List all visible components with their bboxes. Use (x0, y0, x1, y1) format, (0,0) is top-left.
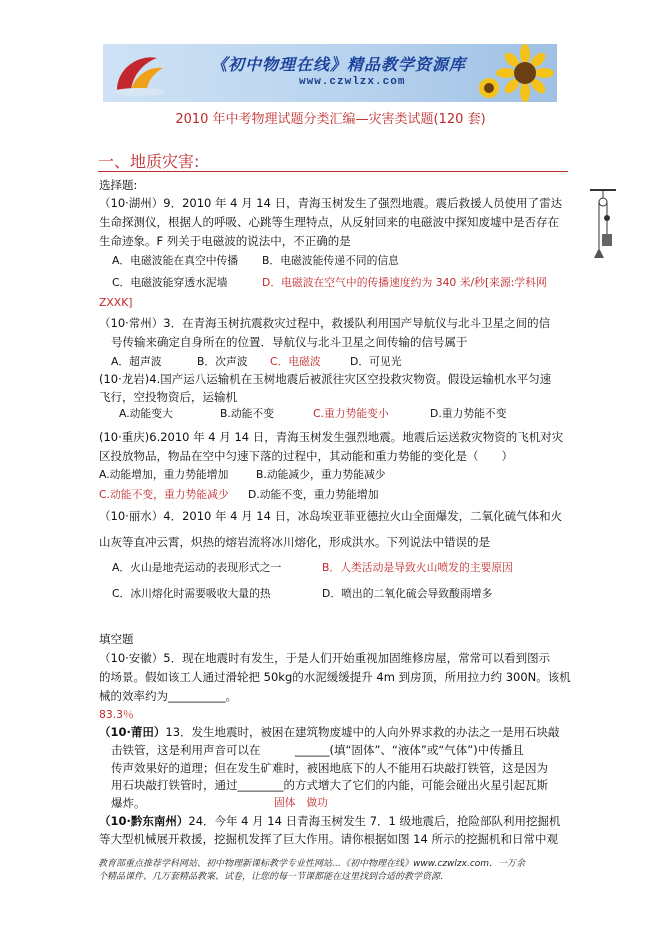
f3-line1: 24．今年 4 月 14 日青海玉树发生 7．1 级地震后，抢险部队利用挖掘机 (188, 814, 561, 828)
q1-line1: （10·湖州）9．2010 年 4 月 14 日，青海玉树发生了强烈地震。震后救援人员使用了雷达 (99, 196, 563, 210)
q1-option-a: A．电磁波能在真空中传播 (112, 254, 239, 267)
q1-line2: 生命探测仪，根据人的呼吸、心跳等生理特点，从反射回来的电磁波中探知废墟中是否存在 (99, 215, 559, 229)
q2-line1: （10·常州）3．在青海玉树抗震救灾过程中，救援队利用国产导航仪与北斗卫星之间的信 (99, 316, 551, 330)
q1-line3: 生命迹象。F 列关于电磁波的说法中，不正确的是 (99, 234, 351, 248)
site-logo-icon (109, 48, 169, 98)
q5-option-c: C．冰川熔化时需要吸收大量的热 (112, 587, 271, 600)
sunflower-icon (475, 44, 555, 102)
fill-subheading: 填空题 (99, 632, 134, 646)
f1-line1: （10·安徽）5．现在地震时有发生，于是人们开始重视加固维修房屋，常常可以看到图示 (99, 651, 551, 665)
banner-url: www.czwlzx.com (299, 76, 406, 88)
q4-line2: 区投放物品，物品在空中匀速下落的过程中，其动能和重力势能的变化是（ ） (99, 449, 513, 463)
document-title: 2010 年中考物理试题分类汇编—灾害类试题(120 套) (175, 112, 486, 127)
banner-title: 《初中物理在线》精品教学资源库 (211, 55, 467, 74)
f1-line2: 的场景。假如该工人通过滑轮把 50kg的水泥缓缓提升 4m 到房顶，所用拉力约 300N。该机 (99, 670, 571, 684)
q5-option-d: D．喷出的二氧化硫会导致酸雨增多 (322, 587, 493, 600)
f2-line2: 击铁管，这是利用声音可以在 ______(填“固体”、“液体”或“气体”)中传播且 (111, 743, 524, 757)
q4-option-c: C.动能不变，重力势能减少 (99, 488, 229, 501)
choice-subheading: 选择题: (99, 178, 138, 192)
q4-option-b: B.动能减少，重力势能减少 (256, 468, 386, 481)
f2-answer: 固体 做功 (274, 796, 328, 809)
q2-option-a: A．超声波 (111, 355, 162, 368)
q4-line1: (10·重庆)6.2010 年 4 月 14 日，青海玉树发生强烈地震。地震后运送救灾物资的飞机对灾 (99, 430, 564, 444)
q2-option-c: C．电磁波 (270, 355, 321, 368)
q3-option-c: C.重力势能变小 (313, 407, 389, 420)
footer-line1: 教育部重点推荐学科网站、初中物理新课标教学专业性网站…《初中物理在线》www.czwlzx.com．一万余 (98, 859, 526, 869)
page-footer (98, 858, 525, 884)
f3-line2: 等大型机械展开救援，挖掘机发挥了巨大作用。请你根据如图 14 所示的挖掘机和日常中观 (99, 832, 558, 846)
q4-option-a: A.动能增加，重力势能增加 (99, 468, 229, 481)
f2-line5: 爆炸。 (111, 796, 146, 810)
f2-line4: 用石块敲打铁管时，通过________的方式增大了它们的内能，可能会碰出火星引起瓦斯 (111, 778, 548, 792)
footer-line2: 个精品课件、几万套精品教案、试卷，让您的每一节课都能在这里找到合适的教学资源． (98, 872, 450, 882)
q3-line1: (10·龙岩)4.国产运八运输机在玉树地震后被派往灾区空投救灾物资。假设运输机水平匀速 (99, 372, 552, 386)
q4-option-d: D.动能不变，重力势能增加 (248, 488, 379, 501)
section-divider (98, 171, 568, 172)
q5-option-a: A．火山是地壳运动的表现形式之一 (112, 561, 282, 574)
q1-option-b: B．电磁波能传递不同的信息 (262, 254, 399, 267)
f2-line1: 13．发生地震时，被困在建筑物废墟中的人向外界求救的办法之一是用石块敲 (165, 725, 560, 739)
q5-option-b: B．人类活动是导致火山喷发的主要原因 (322, 561, 513, 574)
f1-line3: 械的效率约为__________。 (99, 689, 237, 703)
q3-option-b: B.动能不变 (220, 407, 275, 420)
q3-option-d: D.重力势能不变 (430, 407, 507, 420)
q5-line1: （10·丽水）4．2010 年 4 月 14 日，冰岛埃亚菲亚德拉火山全面爆发，二氧化硫气体和火 (99, 509, 563, 523)
q2-option-b: B．次声波 (197, 355, 248, 368)
q1-option-d: D．电磁波在空气中的传播速度约为 340 米/秒[来源:学科网 (262, 276, 547, 289)
q1-option-c: C．电磁波能穿透水泥墙 (112, 276, 228, 289)
q3-line2: 飞行，空投物资后，运输机 (99, 390, 237, 404)
f1-answer: 83.3％ (99, 708, 134, 721)
header-banner (103, 44, 557, 102)
f2-line3: 传声效果好的道理；但在发生矿难时，被困地底下的人不能用石块敲打铁管，这是因为 (111, 761, 548, 775)
q2-line2: 号传输来确定自身所在的位置．导航仪与北斗卫星之间传输的信号属于 (111, 335, 468, 349)
q5-line2: 山灰等直冲云霄，炽热的熔岩流将冰川熔化，形成洪水。下列说法中错误的是 (99, 535, 490, 549)
q3-option-a: A.动能变大 (119, 407, 173, 420)
section-heading: 一、地质灾害: (98, 152, 200, 171)
q1-option-d-cont: ZXXK] (99, 296, 133, 309)
pulley-figure-icon (588, 188, 618, 268)
f3-source: （10·黔东南州） (99, 814, 189, 828)
f2-source: （10·莆田） (99, 725, 166, 739)
q2-option-d: D．可见光 (350, 355, 402, 368)
